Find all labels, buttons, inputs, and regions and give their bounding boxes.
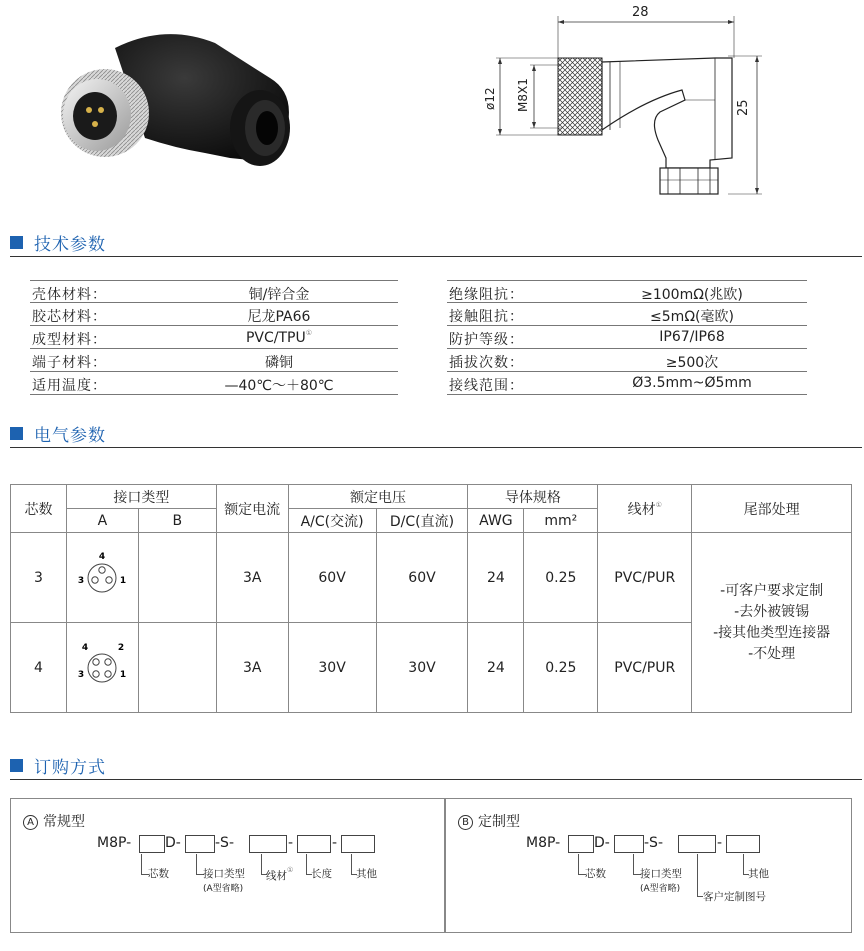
header-dc: D/C(直流) (376, 509, 468, 533)
param-value: ≤5mΩ(毫欧) (650, 309, 734, 325)
cell-pinout-a (66, 623, 138, 713)
param-key: 壳体材料： (32, 287, 107, 303)
label-wire-wrap (266, 866, 293, 883)
param-row (30, 303, 398, 326)
cell-mm2: 0.25 (524, 533, 598, 623)
label-other: 其他 (748, 868, 769, 880)
order-title (458, 811, 520, 831)
tail-option: -去外被镀锡 (734, 603, 810, 620)
dim-diameter-label: ø12 (483, 87, 497, 110)
header-current: 额定电流 (216, 485, 288, 533)
param-key: 适用温度： (32, 378, 107, 394)
code-d: D- (594, 835, 610, 851)
param-value: PVC/TPU (245, 330, 306, 346)
pin-label: 2 (118, 642, 125, 653)
cell-pinout-b (138, 623, 216, 713)
header-mm2: mm² (524, 509, 598, 533)
param-value-wrap (160, 329, 398, 346)
electrical-table (10, 484, 852, 713)
code-box-drawing (678, 835, 716, 853)
order-title-text: 定制型 (478, 814, 520, 830)
pin-label: 3 (78, 669, 85, 680)
cell-awg: 24 (468, 533, 524, 623)
code-prefix: M8P- (526, 835, 561, 851)
tech-params-right (447, 280, 807, 395)
param-key: 绝缘阻抗： (449, 287, 524, 303)
order-title-text: 常规型 (43, 814, 85, 830)
header-wire: 线材 (627, 501, 656, 518)
code-dash: - (288, 835, 294, 851)
section-title: 电气参数 (34, 426, 106, 446)
code-d: D- (165, 835, 181, 851)
param-value: Ø3.5mm~Ø5mm (632, 375, 752, 391)
pin-label: 4 (99, 551, 106, 562)
label-interface: 接口类型 (640, 868, 682, 880)
param-key: 接触阻抗： (449, 309, 524, 325)
param-row (30, 326, 398, 349)
cell-awg: 24 (468, 623, 524, 713)
section-header-elec (10, 422, 862, 448)
label-other: 其他 (356, 868, 377, 880)
label-wire: 线材 (266, 870, 287, 882)
code-box-cores (139, 835, 165, 853)
param-key: 成型材料： (32, 332, 107, 348)
header-conductor: 导体规格 (468, 485, 598, 509)
circle-b-icon: B (458, 815, 473, 830)
param-key: 接线范围： (449, 378, 524, 394)
param-row (30, 280, 398, 303)
order-code (97, 835, 397, 855)
param-row (447, 349, 807, 372)
header-cores: 芯数 (11, 485, 67, 533)
order-code (526, 835, 786, 855)
label-interface-note: (A型省略) (203, 884, 244, 894)
header-tail: 尾部处理 (692, 485, 852, 533)
param-row (447, 280, 807, 303)
cell-wire: PVC/PUR (598, 533, 692, 623)
footnote-mark: ① (287, 866, 294, 874)
section-marker-icon (10, 427, 23, 440)
cell-dc: 30V (376, 623, 468, 713)
section-marker-icon (10, 759, 23, 772)
label-length: 长度 (311, 868, 332, 880)
param-value: 尼龙PA66 (247, 309, 311, 325)
cell-current: 3A (216, 533, 288, 623)
cell-dc: 60V (376, 533, 468, 623)
tail-option: -不处理 (748, 645, 796, 662)
param-value: 铜/锌合金 (248, 287, 310, 303)
dim-thread-label: M8X1 (516, 78, 530, 112)
param-value: ≥500次 (665, 355, 719, 371)
code-box-cores (568, 835, 594, 853)
label-interface: 接口类型 (203, 868, 245, 880)
param-value: IP67/IP68 (659, 329, 725, 345)
section-title: 技术参数 (34, 235, 106, 255)
header-a: A (66, 509, 138, 533)
pinout-3-icon (67, 546, 137, 606)
cell-pinout-b (138, 533, 216, 623)
pin-label: 1 (120, 575, 127, 586)
cell-current: 3A (216, 623, 288, 713)
circle-a-icon: A (23, 815, 38, 830)
label-cores: 芯数 (585, 868, 606, 880)
header-voltage: 额定电压 (288, 485, 468, 509)
param-row (447, 326, 807, 349)
param-key: 端子材料： (32, 355, 107, 371)
code-s: -S- (644, 835, 663, 851)
header-interface: 接口类型 (66, 485, 216, 509)
param-key: 插拔次数： (449, 355, 524, 371)
order-title (23, 811, 85, 831)
code-box-other (341, 835, 375, 853)
param-value: ≥100mΩ(兆欧) (641, 287, 743, 303)
dim-height-label: 25 (736, 99, 751, 116)
section-marker-icon (10, 236, 23, 249)
label-drawing: 客户定制图号 (703, 891, 766, 903)
section-header-tech (10, 231, 862, 257)
section-header-order (10, 754, 862, 780)
pin-label: 1 (120, 669, 127, 680)
order-standard (10, 798, 445, 933)
code-dash: - (332, 835, 338, 851)
code-box-wire (249, 835, 287, 853)
param-row (447, 372, 807, 395)
param-row (30, 349, 398, 372)
cell-mm2: 0.25 (524, 623, 598, 713)
tech-params-left (30, 280, 398, 395)
param-value: —40℃～＋80℃ (224, 378, 334, 394)
label-interface-note: (A型省略) (640, 884, 681, 894)
header-awg: AWG (468, 509, 524, 533)
pin-label: 3 (78, 575, 85, 586)
pinout-4-icon (67, 636, 137, 696)
cell-pinout-a (66, 533, 138, 623)
param-row (447, 303, 807, 326)
code-prefix: M8P- (97, 835, 132, 851)
code-box-other (726, 835, 760, 853)
tail-options (692, 533, 852, 713)
tail-option: -可客户要求定制 (720, 582, 824, 599)
cell-cores: 4 (11, 623, 67, 713)
cell-wire: PVC/PUR (598, 623, 692, 713)
label-cores: 芯数 (148, 868, 169, 880)
param-row (30, 372, 398, 395)
footnote-mark: ① (655, 500, 662, 509)
code-dash: - (717, 835, 723, 851)
param-key: 防护等级： (449, 332, 524, 348)
code-box-length (297, 835, 331, 853)
code-s: -S- (215, 835, 234, 851)
cell-ac: 30V (288, 623, 376, 713)
table-row (11, 533, 852, 623)
footnote-mark: ① (305, 329, 313, 337)
section-title: 订购方式 (34, 758, 106, 778)
pin-label: 4 (82, 642, 89, 653)
dim-width-label: 28 (632, 5, 649, 20)
code-box-interface (614, 835, 644, 853)
cell-cores: 3 (11, 533, 67, 623)
header-wire-cell (598, 485, 692, 533)
product-photo (55, 18, 305, 178)
param-value: 磷铜 (265, 355, 293, 371)
code-box-interface (185, 835, 215, 853)
param-key: 胶芯材料： (32, 309, 107, 325)
tail-option: -接其他类型连接器 (713, 624, 831, 641)
cell-ac: 60V (288, 533, 376, 623)
header-b: B (138, 509, 216, 533)
header-ac: A/C(交流) (288, 509, 376, 533)
order-custom (445, 798, 852, 933)
